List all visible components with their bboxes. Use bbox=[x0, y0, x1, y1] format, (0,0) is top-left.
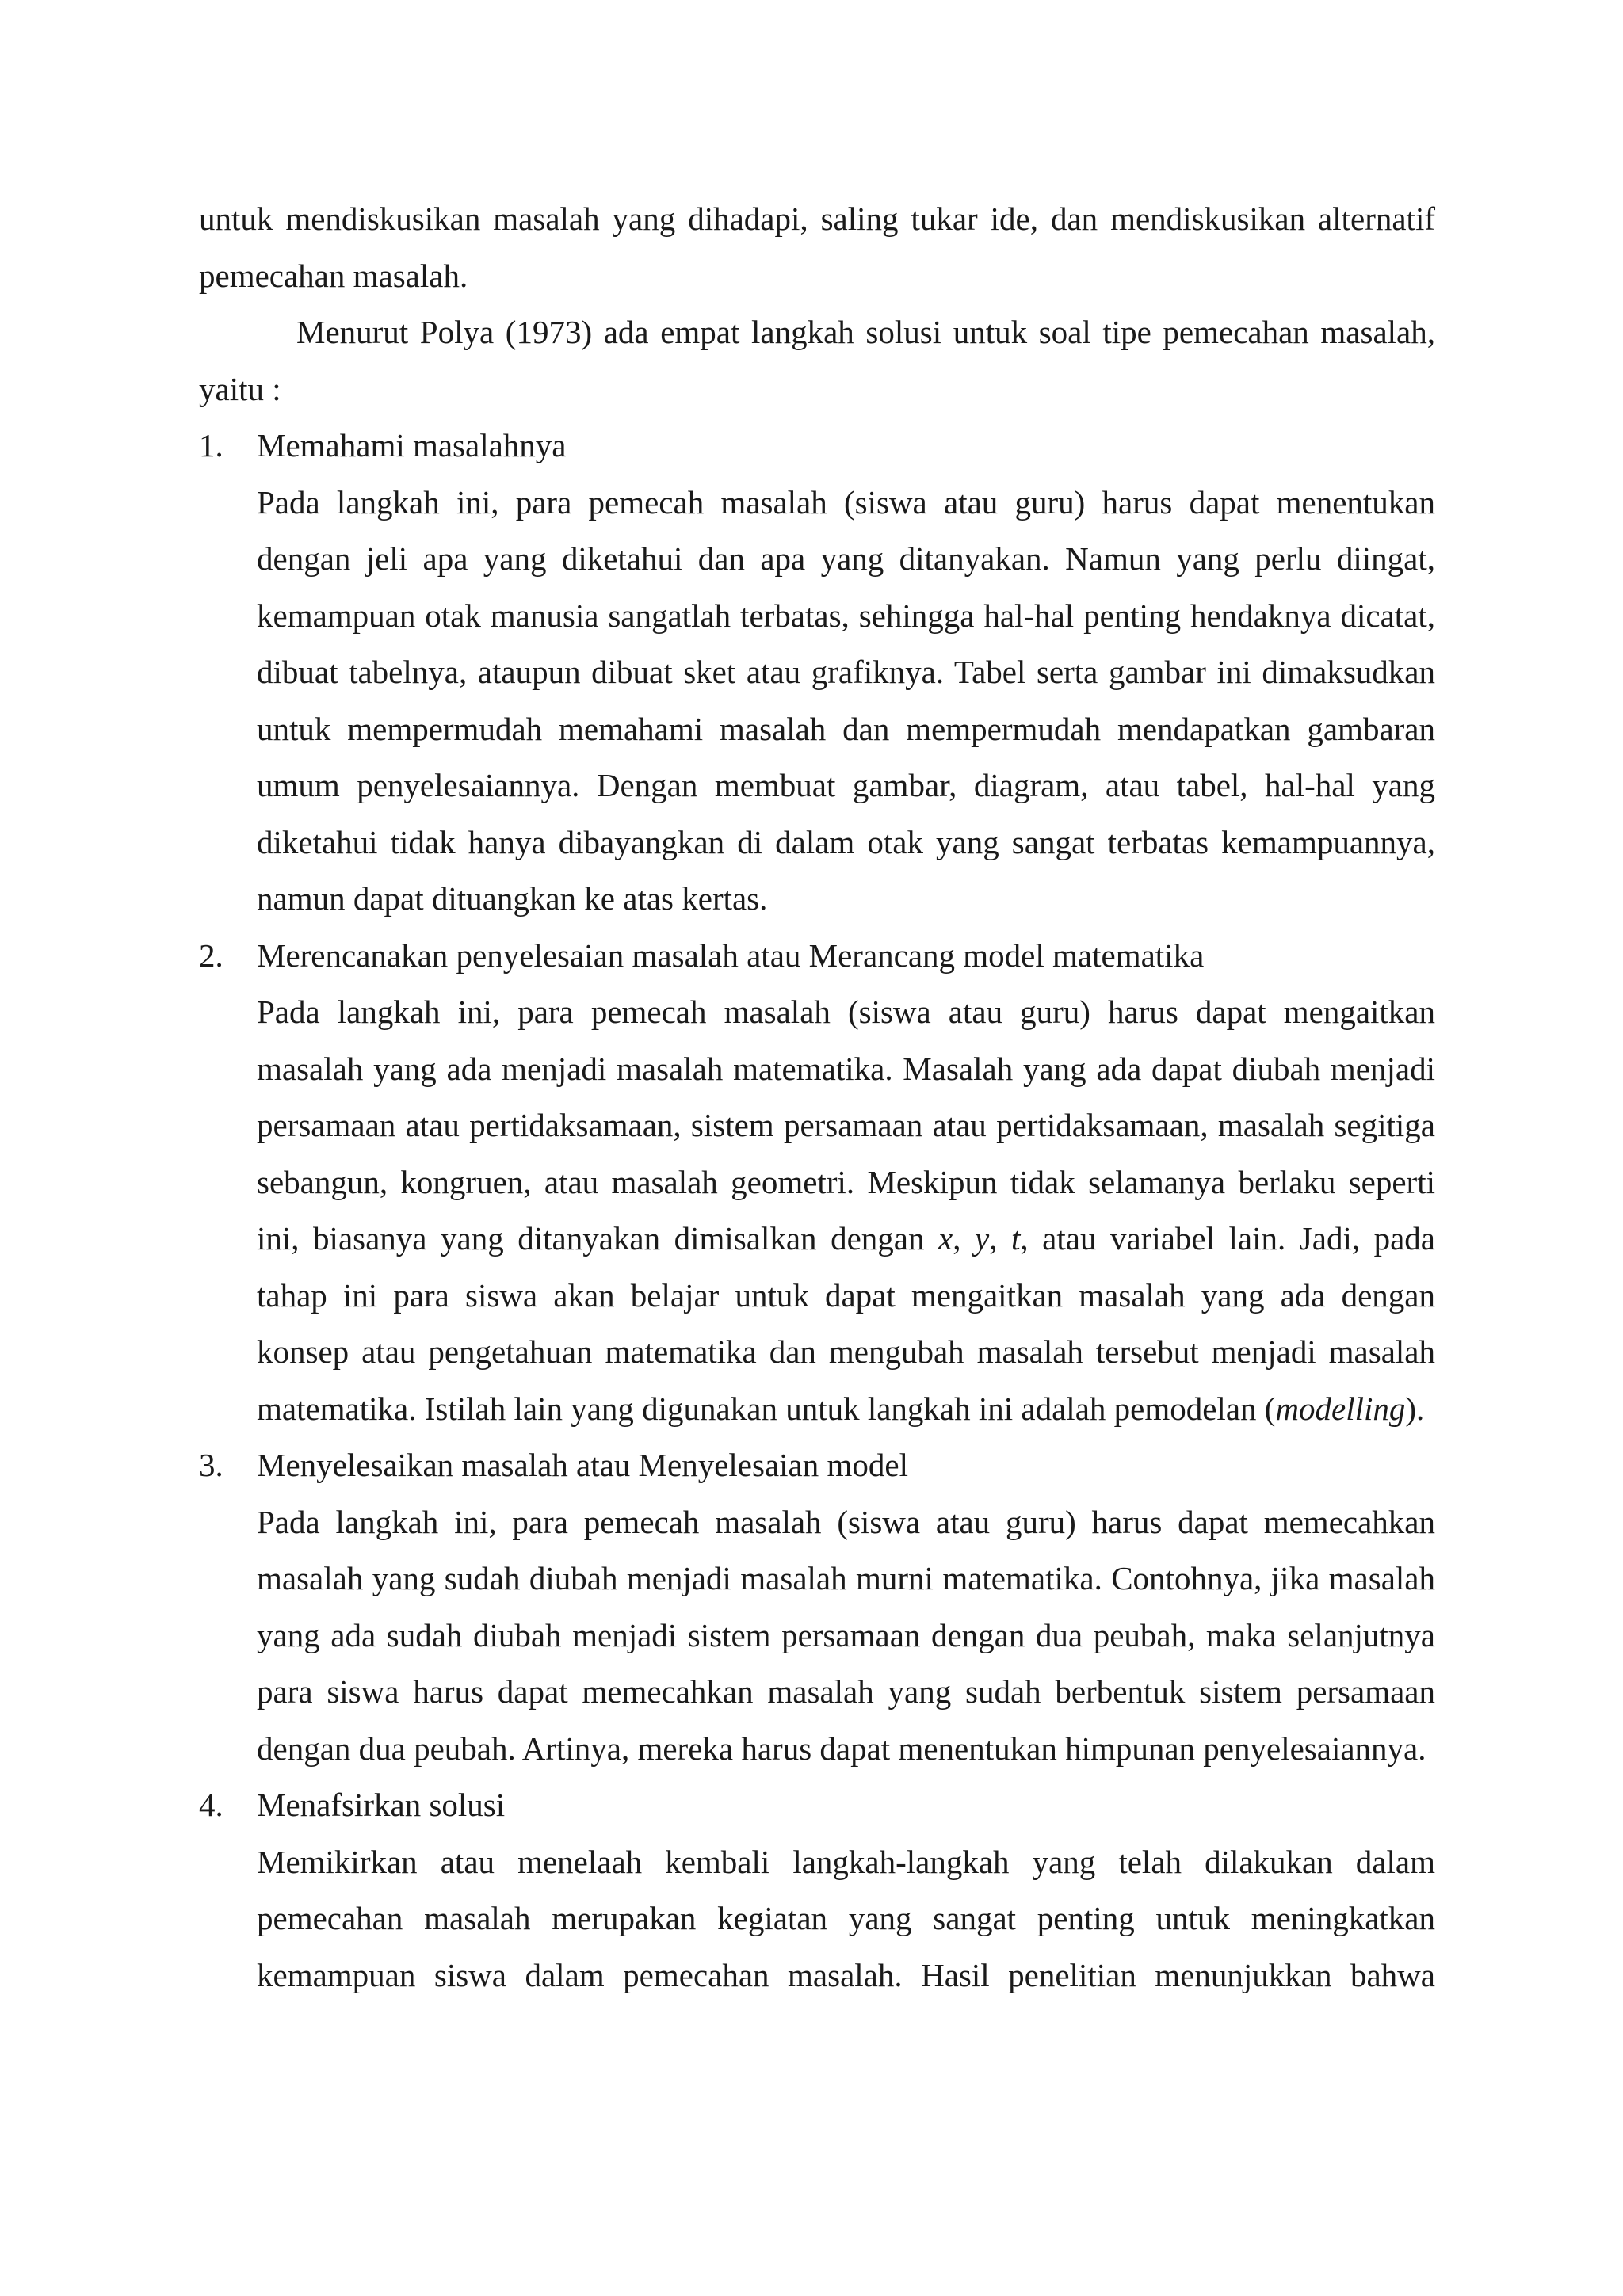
step-number: 1. bbox=[199, 427, 223, 463]
step-title: Merencanakan penyelesaian masalah atau Merancang model matematika bbox=[257, 936, 1205, 974]
variable-t: t bbox=[1010, 1220, 1021, 1257]
step-number: 4. bbox=[199, 1787, 223, 1823]
variable-y: y bbox=[975, 1220, 990, 1257]
step-body-text: Pada langkah ini, para pemecah masalah (siswa atau guru) harus dapat mengaitkan masalah yang ada menjadi masalah matematika. Masalah yang ada dapat diubah menjadi persamaan atau pertidaksamaan, sistem persamaan atau pertidaksamaan, masalah segitiga sebangun, kongruen, atau masalah geometri. Meskipun tidak selamanya berlaku seperti ini, biasanya yang ditanyakan dimisalkan dengan bbox=[257, 994, 1435, 1257]
step-title: Memahami masalahnya bbox=[257, 427, 567, 463]
step-item-4 bbox=[199, 1777, 1435, 2004]
separator: , bbox=[953, 1220, 975, 1257]
document-page bbox=[199, 191, 1435, 2004]
step-title: Menyelesaikan masalah atau Menyelesaian model bbox=[257, 1447, 908, 1483]
step-body-text: , atau variabel lain. Jadi, pada tahap ini para siswa akan belajar untuk dapat mengaitkan masalah yang ada dengan konsep atau pengetahuan matematika dan mengubah masalah tersebut menjadi masalah matematika. Istilah lain yang digunakan untuk langkah ini adalah pemodelan ( bbox=[257, 1220, 1436, 1427]
step-number: 2. bbox=[199, 936, 223, 974]
step-item-3 bbox=[199, 1437, 1435, 1777]
step-body: Memikirkan atau menelaah kembali langkah-langkah yang telah dilakukan dalam pemecahan masalah merupakan kegiatan yang sangat penting untuk meningkatkan kemampuan siswa dalam pemecahan masalah. Hasil penelitian menunjukkan bahwa bbox=[257, 1843, 1435, 1993]
separator: , bbox=[989, 1220, 1011, 1257]
step-number: 3. bbox=[199, 1447, 223, 1483]
step-item-1 bbox=[199, 418, 1435, 928]
variable-x: x bbox=[938, 1220, 953, 1257]
step-body-text: ). bbox=[1405, 1390, 1425, 1427]
polya-paragraph: Menurut Polya (1973) ada empat langkah solusi untuk soal tipe pemecahan masalah, yaitu : bbox=[199, 314, 1435, 407]
italic-term: modelling bbox=[1275, 1390, 1406, 1427]
step-body bbox=[257, 984, 1435, 1437]
step-title: Menafsirkan solusi bbox=[257, 1787, 506, 1823]
step-item-2 bbox=[199, 928, 1435, 1438]
step-body: Pada langkah ini, para pemecah masalah (siswa atau guru) harus dapat menentukan dengan jeli apa yang diketahui dan apa yang ditanyakan. Namun yang perlu diingat, kemampuan otak manusia sangatlah terbatas, sehingga hal-hal penting hendaknya dicatat, dibuat tabelnya, ataupun dibuat sket atau grafiknya. Tabel serta gambar ini dimaksudkan untuk mempermudah memahami masalah dan mempermudah mendapatkan gambaran umum penyelesaiannya. Dengan membuat gambar, diagram, atau tabel, hal-hal yang diketahui tidak hanya dibayangkan di dalam otak yang sangat terbatas kemampuannya, namun dapat dituangkan ke atas kertas. bbox=[257, 483, 1435, 917]
intro-paragraph: untuk mendiskusikan masalah yang dihadapi, saling tukar ide, dan mendiskusikan alternatif pemecahan masalah. bbox=[199, 200, 1435, 294]
step-body: Pada langkah ini, para pemecah masalah (siswa atau guru) harus dapat memecahkan masalah yang sudah diubah menjadi masalah murni matematika. Contohnya, jika masalah yang ada sudah diubah menjadi sistem persamaan dengan dua peubah, maka selanjutnya para siswa harus dapat memecahkan masalah yang sudah berbentuk sistem persamaan dengan dua peubah. Artinya, mereka harus dapat menentukan himpunan penyelesaiannya. bbox=[257, 1503, 1435, 1767]
